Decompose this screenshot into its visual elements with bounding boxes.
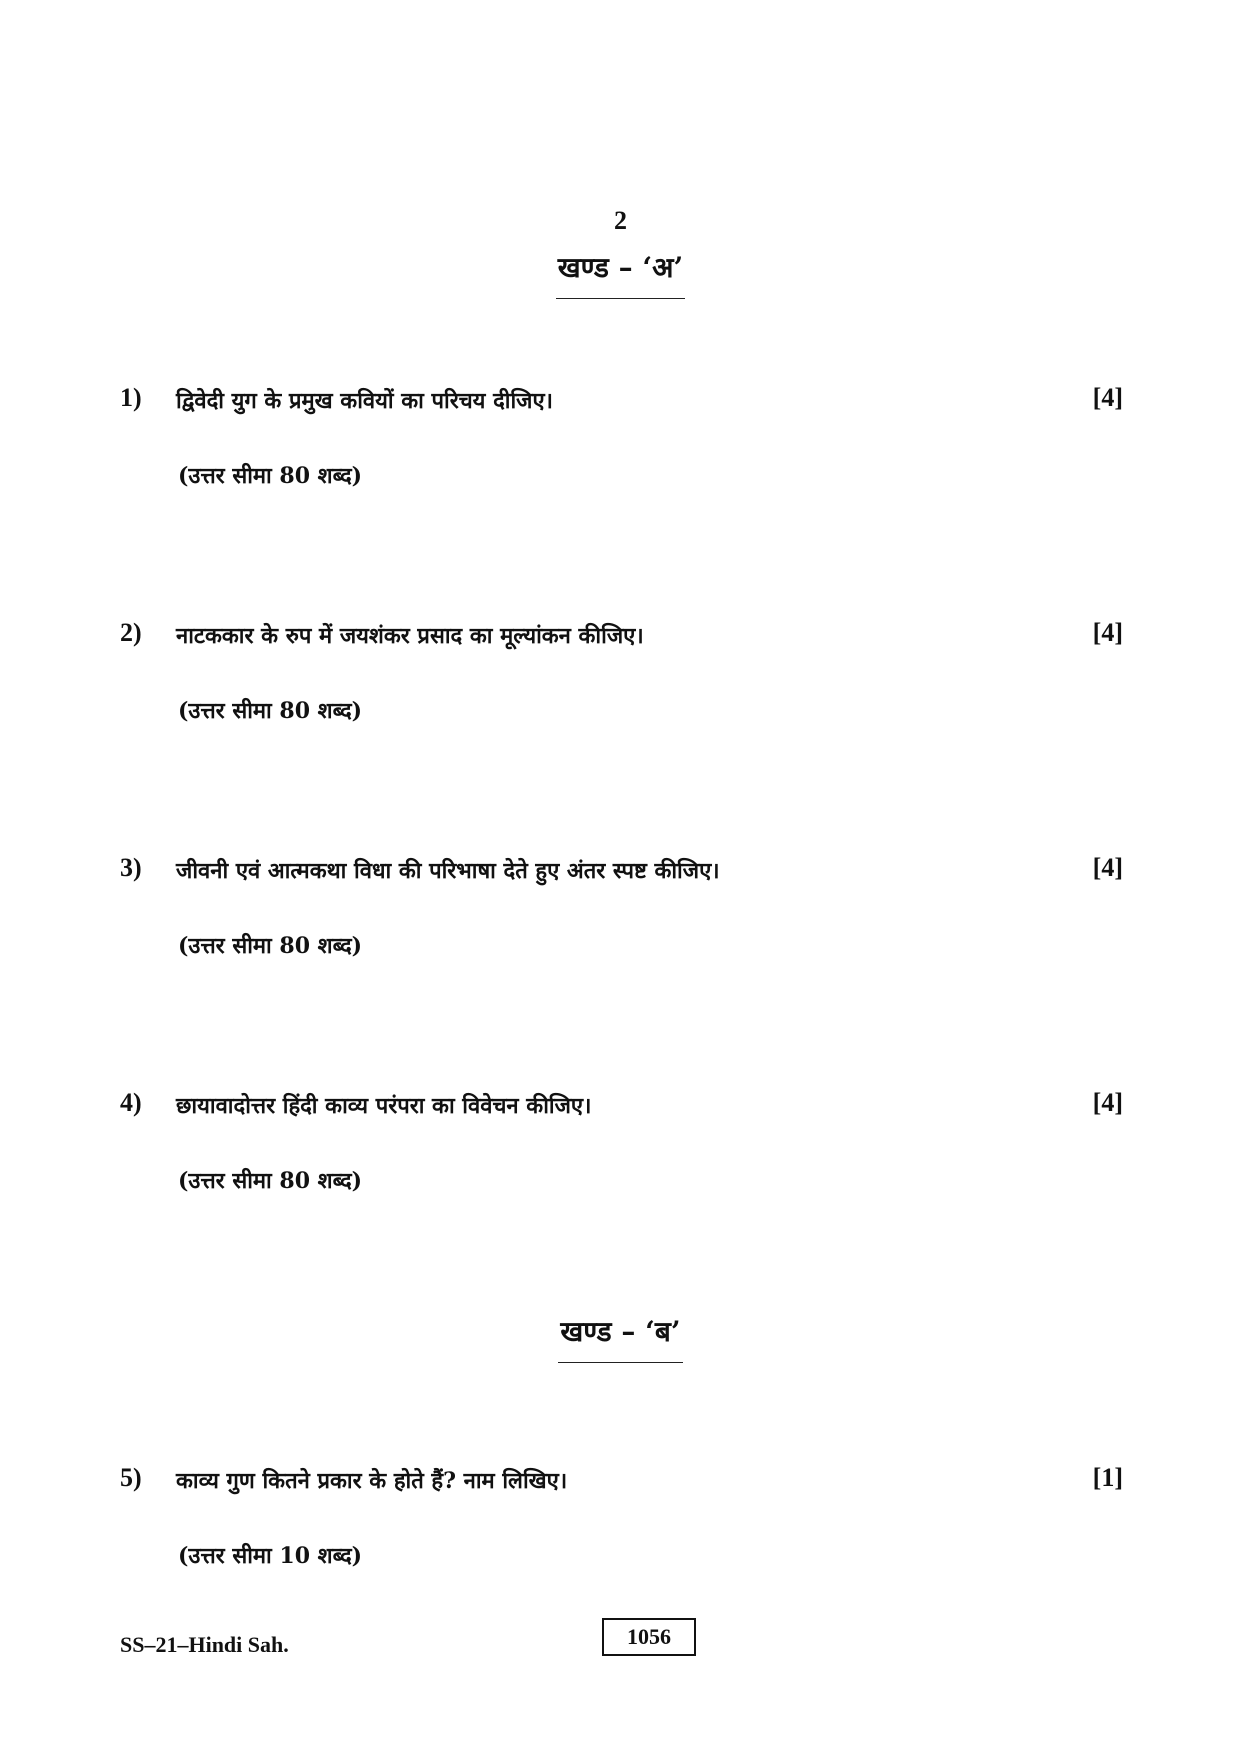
answer-limit: (उत्तर सीमा 10 शब्द) <box>178 1543 363 1569</box>
question-text: काव्य गुण कितने प्रकार के होते हैं? नाम लिखिए। <box>176 1468 568 1494</box>
question-marks: [1] <box>1092 1463 1123 1492</box>
question-number: 5) <box>120 1463 142 1492</box>
question-4 <box>0 1088 1241 1228</box>
paper-code: SS–21–Hindi Sah. <box>120 1632 289 1657</box>
question-text: नाटककार के रुप में जयशंकर प्रसाद का मूल्यांकन कीजिए। <box>176 623 644 649</box>
section-heading-a <box>0 248 1241 299</box>
question-number: 1) <box>120 383 142 412</box>
section-heading-b-text: खण्ड – ‘ब’ <box>558 1312 682 1363</box>
question-marks: [4] <box>1092 618 1123 647</box>
question-3 <box>0 853 1241 993</box>
question-text: जीवनी एवं आत्मकथा विधा की परिभाषा देते हुए अंतर स्पष्ट कीजिए। <box>176 858 720 884</box>
question-marks: [4] <box>1092 383 1123 412</box>
answer-limit: (उत्तर सीमा 80 शब्द) <box>178 463 363 489</box>
question-5 <box>0 1463 1241 1603</box>
question-marks: [4] <box>1092 1088 1123 1117</box>
question-2 <box>0 618 1241 758</box>
question-1 <box>0 383 1241 523</box>
answer-limit: (उत्तर सीमा 80 शब्द) <box>178 933 363 959</box>
booklet-number-box: 1056 <box>602 1618 696 1656</box>
answer-limit: (उत्तर सीमा 80 शब्द) <box>178 698 363 724</box>
section-heading-a-text: खण्ड – ‘अ’ <box>556 248 686 299</box>
question-text: छायावादोत्तर हिंदी काव्य परंपरा का विवेचन कीजिए। <box>176 1093 592 1119</box>
answer-limit: (उत्तर सीमा 80 शब्द) <box>178 1168 363 1194</box>
question-number: 4) <box>120 1088 142 1117</box>
question-number: 2) <box>120 618 142 647</box>
section-heading-b <box>0 1312 1241 1363</box>
question-number: 3) <box>120 853 142 882</box>
question-text: द्विवेदी युग के प्रमुख कवियों का परिचय दीजिए। <box>176 388 553 414</box>
page-number: 2 <box>614 206 627 235</box>
question-marks: [4] <box>1092 853 1123 882</box>
